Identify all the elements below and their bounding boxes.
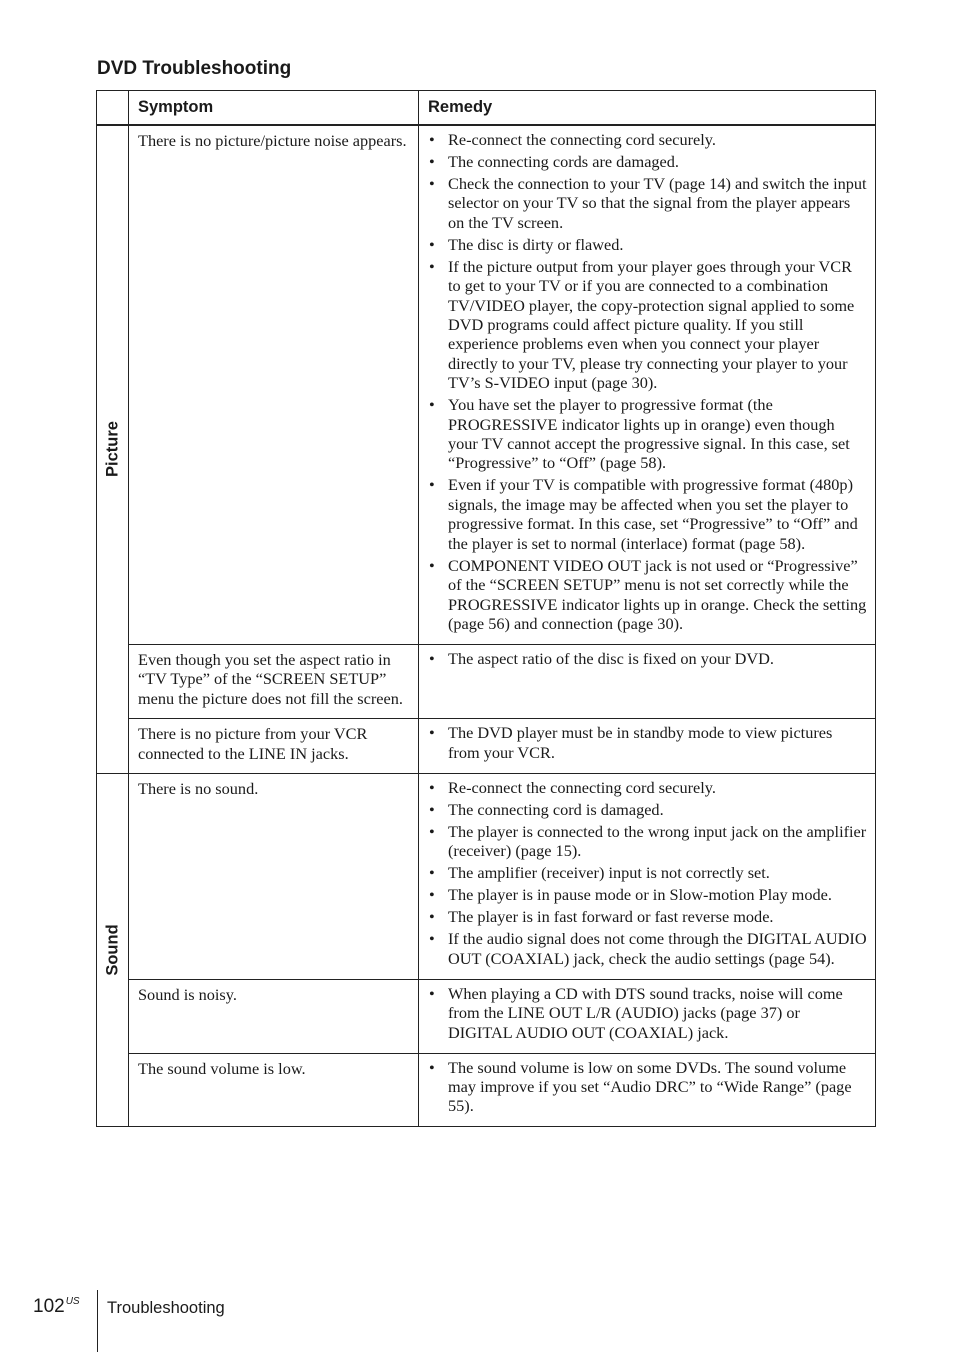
symptom-cell: The sound volume is low.: [129, 1053, 419, 1127]
table-body: [97, 125, 876, 1127]
table-row: [97, 773, 876, 979]
symptom-cell: Sound is noisy.: [129, 979, 419, 1053]
symptom-cell: There is no picture from your VCR connected to the LINE IN jacks.: [129, 719, 419, 774]
category-label: Sound: [102, 924, 121, 976]
remedy-cell: [419, 644, 876, 718]
table-row: [97, 1053, 876, 1127]
remedy-list: [427, 130, 867, 633]
remedy-item: • Check the connection to your TV (page 14) and switch the input selector on your TV so that the signal from the player appears on the TV screen.: [427, 174, 867, 232]
symptom-cell: There is no sound.: [129, 773, 419, 979]
table-header-row: [97, 91, 876, 126]
remedy-cell: [419, 719, 876, 774]
remedy-item: • Re-connect the connecting cord securely.: [427, 778, 867, 797]
remedy-item: • The player is in fast forward or fast reverse mode.: [427, 907, 867, 926]
remedy-item: • If the audio signal does not come through the DIGITAL AUDIO OUT (COAXIAL) jack, check the audio settings (page 54).: [427, 929, 867, 968]
category-label: Picture: [102, 421, 121, 478]
header-symptom: Symptom: [129, 91, 419, 126]
remedy-item: • Re-connect the connecting cord securely.: [427, 130, 867, 149]
table-row: [97, 644, 876, 718]
remedy-item: • When playing a CD with DTS sound tracks, noise will come from the LINE OUT L/R (AUDIO) jacks (page 37) or DIGITAL AUDIO OUT (COAXIAL) jack.: [427, 984, 867, 1042]
remedy-list: [427, 984, 867, 1042]
remedy-item: • The amplifier (receiver) input is not correctly set.: [427, 863, 867, 882]
remedy-item: • The player is connected to the wrong input jack on the amplifier (receiver) (page 15).: [427, 822, 867, 861]
table-row: [97, 979, 876, 1053]
remedy-item: • If the picture output from your player goes through your VCR to get to your TV or if you are connected to a combination TV/VIDEO player, the copy-protection signal applied to some DVD programs could affect picture quality. If you still experience problems even when you connect your player directly to your TV, please try connecting your player to your TV’s S-VIDEO input (page 30).: [427, 257, 867, 393]
symptom-cell: Even though you set the aspect ratio in “TV Type” of the “SCREEN SETUP” menu the picture does not fill the screen.: [129, 644, 419, 718]
remedy-cell: [419, 773, 876, 979]
troubleshooting-table: [96, 90, 876, 1127]
category-cell-picture: [97, 125, 129, 773]
page-number: $102^{US}$: [33, 1296, 80, 1317]
category-cell-sound: [97, 773, 129, 1126]
remedy-list: [427, 649, 867, 668]
table-row: [97, 719, 876, 774]
page-title: DVD Troubleshooting: [97, 58, 292, 79]
header-remedy: Remedy: [419, 91, 876, 126]
remedy-list: [427, 723, 867, 762]
symptom-cell: There is no picture/picture noise appears.: [129, 125, 419, 644]
remedy-item: • You have set the player to progressive format (the PROGRESSIVE indicator lights up in orange) even though your TV cannot accept the progressive signal. In this case, set “Progressive” to “Off” (page 58).: [427, 395, 867, 473]
remedy-item: • The connecting cords are damaged.: [427, 152, 867, 171]
page-suffix: US: [65, 1296, 80, 1307]
remedy-list: [427, 1058, 867, 1116]
remedy-item: • The disc is dirty or flawed.: [427, 235, 867, 254]
remedy-item: • The connecting cord is damaged.: [427, 800, 867, 819]
remedy-cell: [419, 979, 876, 1053]
remedy-list: [427, 778, 867, 968]
remedy-item: • The player is in pause mode or in Slow-motion Play mode.: [427, 885, 867, 904]
remedy-cell: [419, 1053, 876, 1127]
footer-section-name: Troubleshooting: [107, 1299, 225, 1317]
table-row: [97, 125, 876, 644]
footer-divider: [97, 1290, 98, 1352]
header-category: [97, 91, 129, 126]
remedy-item: • The sound volume is low on some DVDs. The sound volume may improve if you set “Audio DRC” to “Wide Range” (page 55).: [427, 1058, 867, 1116]
remedy-cell: [419, 125, 876, 644]
remedy-item: • COMPONENT VIDEO OUT jack is not used or “Progressive” of the “SCREEN SETUP” menu is not set correctly while the PROGRESSIVE indicator lights up in orange. Check the setting (page 56) and connection (page 30).: [427, 556, 867, 634]
remedy-item: • The aspect ratio of the disc is fixed on your DVD.: [427, 649, 867, 668]
remedy-item: • Even if your TV is compatible with progressive format (480p) signals, the image may be affected when you set the player to progressive format. In this case, set “Progressive” to “Off” and the player is set to normal (interlace) format (page 58).: [427, 475, 867, 553]
remedy-item: • The DVD player must be in standby mode to view pictures from your VCR.: [427, 723, 867, 762]
